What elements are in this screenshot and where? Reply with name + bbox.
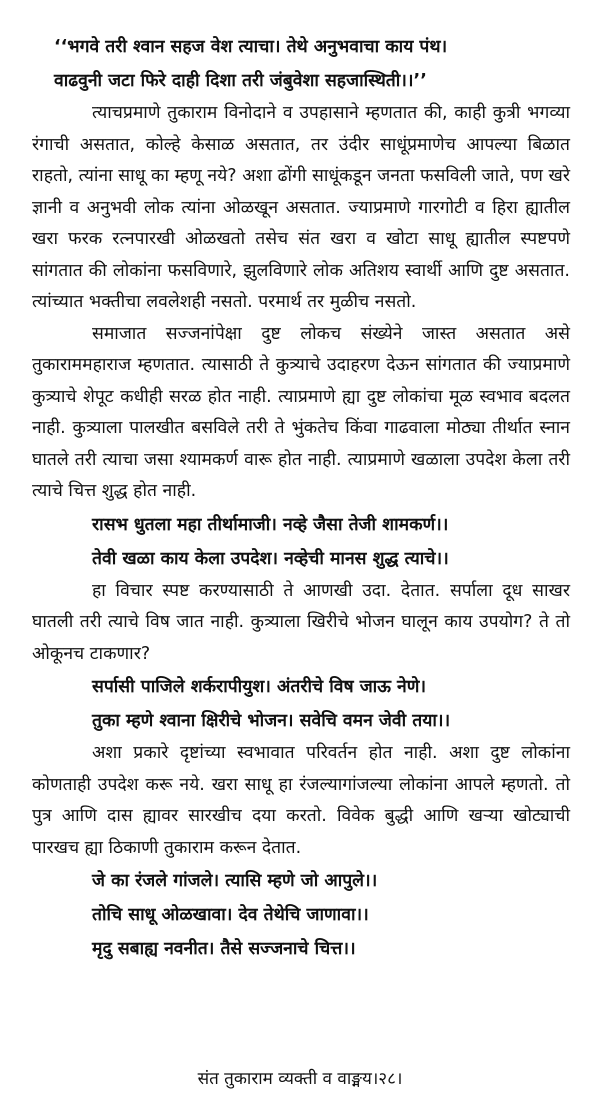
paragraph-3: हा विचार स्पष्ट करण्यासाठी ते आणखी उदा. देतात. सर्पाला दूध साखर घातली तरी त्याचे विष जात नाही. कुत्र्याला खिरीचे भोजन घालून काय उपयोग? ते तो ओकूनच टाकणार?	[32, 580, 570, 664]
paragraph-2: समाजात सज्जनांपेक्षा दुष्ट लोकच संख्येने जास्त असतात असे तुकाराममहाराज म्हणतात. त्यासाठी ते कुत्र्याचे उदाहरण देऊन सांगतात की ज्याप्रमाणे कुत्र्याचे शेपूट कधीही सरळ होत नाही. त्याप्रमाणे ह्या दुष्ट लोकांचा मूळ स्वभाव बदलत नाही. कुत्र्याला पालखीत बसविले तरी ते भुंकतेच किंवा गाढवाला मोठ्या तीर्थात स्नान घातले तरी त्याचा जसा श्यामकर्ण वारू होत नाही. त्याप्रमाणे खळाला उपदेश केला तरी त्याचे चित्त शुद्ध होत नाही.	[32, 323, 570, 501]
verse-2-line-1: रासभ धुतला महा तीर्थामाजी। नव्हे जैसा तेजी शामकर्ण।।	[92, 514, 449, 535]
paragraph-4: अशा प्रकारे दृष्टांच्या स्वभावात परिवर्तन होत नाही. अशा दुष्ट लोकांना कोणताही उपदेश करू नये. खरा साधू हा रंजल्यागांजल्या लोकांना आपले म्हणतो. तो पुत्र आणि दास ह्यावर सारखीच दया करतो. विवेक बुद्धी आणि खऱ्या खोट्याची पारखच ह्या ठिकाणी तुकाराम करून देतात.	[32, 743, 570, 858]
verse-3-line-2: तुका म्हणे श्वाना क्षिरीचे भोजन। सवेचि वमन जेवी तया।।	[92, 711, 451, 731]
verse-4-line-1: जे का रंजले गांजले। त्यासि म्हणे जो आपुले।।	[92, 871, 378, 891]
verse-4-line-3: मृदु सबाह्य नवनीत। तैसे सज्जनाचे चित्त।।	[92, 939, 356, 959]
opening-verse-line-2: वाढवुनी जटा फिरे दाही दिशा तरी जंबुवेशा सहजास्थिती।।’’	[54, 71, 427, 91]
verse-2-line-2: तेवी खळा काय केला उपदेश। नव्हेची मानस शुद्ध त्याचे।।	[92, 548, 449, 569]
opening-verse-line-1: ‘‘भगवे तरी श्वान सहज वेश त्याचा। तेथे अनुभवाचा काय पंथ।	[54, 37, 448, 57]
verse-4-line-2: तोचि साधू ओळखावा। देव तेथेचि जाणावा।।	[92, 905, 369, 925]
paragraph-1: त्याचप्रमाणे तुकाराम विनोदाने व उपहासाने म्हणतात की, काही कुत्री भगव्या रंगाची असतात, कोल्हे केसाळ असतात, तर उंदीर साधूंप्रमाणेच आपल्या बिळात राहतो, त्यांना साधू का म्हणू नये? अशा ढोंगी साधूंकडून जनता फसविली जाते, पण खरे ज्ञानी व अनुभवी लोक त्यांना ओळखून असतात. ज्याप्रमाणे गारगोटी व हिरा ह्यातील खरा फरक रत्नपारखी ओळखतो तसेच संत खरा व खोटा साधू ह्यातील स्पष्टपणे सांगतात की लोकांना फसविणारे, झुलविणारे लोक अतिशय स्वार्थी आणि दुष्ट असतात. त्यांच्यात भक्तीचा लवलेशही नसतो. परमार्थ तर मुळीच नसतो.	[32, 103, 570, 312]
page-footer: संत तुकाराम व्यक्ती व वाङ्मय।२८।	[197, 1069, 403, 1089]
verse-3-line-1: सर्पासी पाजिले शर्करापीयुश। अंतरीचे विष जाऊ नेणे।	[92, 677, 427, 697]
